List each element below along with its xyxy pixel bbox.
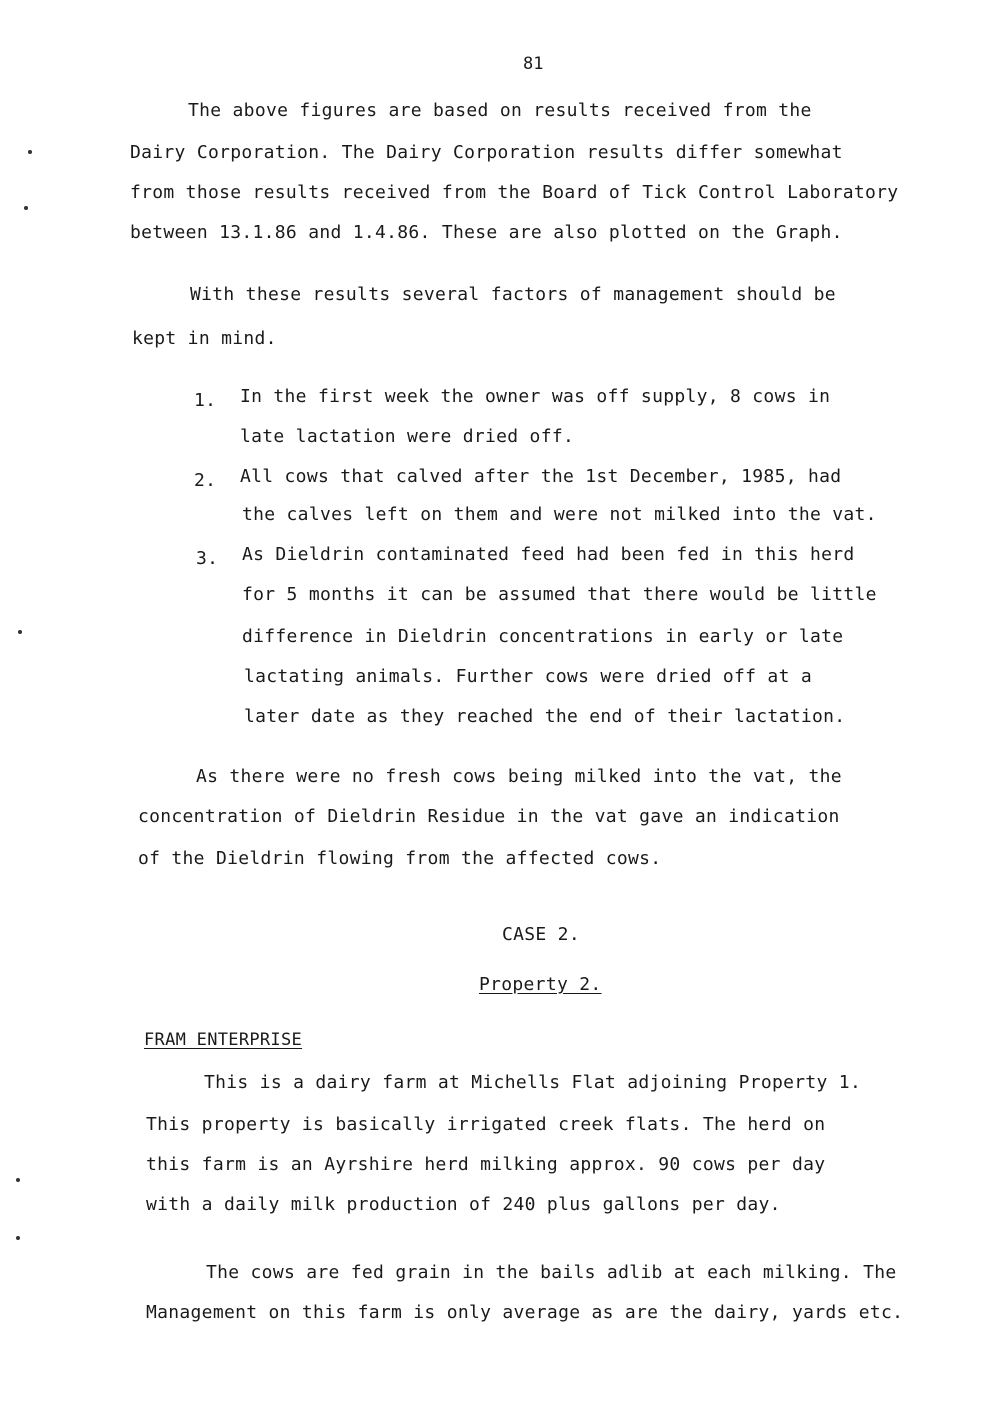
scan-speck xyxy=(28,150,32,154)
text-line: The above figures are based on results received from the xyxy=(188,100,812,121)
list-item-number: 3. xyxy=(196,548,219,569)
section-heading: FRAM ENTERPRISE xyxy=(144,1030,303,1050)
text-line: lactating animals. Further cows were dried off at a xyxy=(244,666,812,687)
scan-speck xyxy=(16,1178,20,1182)
property-heading: Property 2. xyxy=(479,974,602,995)
text-line: Dairy Corporation. The Dairy Corporation results differ somewhat xyxy=(130,142,843,163)
text-line: with a daily milk production of 240 plus gallons per day. xyxy=(146,1194,781,1215)
text-line: This property is basically irrigated creek flats. The herd on xyxy=(146,1114,826,1135)
text-line: In the first week the owner was off supply, 8 cows in xyxy=(240,386,831,407)
text-line: the calves left on them and were not milked into the vat. xyxy=(242,504,877,525)
text-line: With these results several factors of management should be xyxy=(190,284,836,305)
list-item-number: 1. xyxy=(194,390,217,411)
text-line: All cows that calved after the 1st December, 1985, had xyxy=(240,466,842,487)
text-line: of the Dieldrin flowing from the affected cows. xyxy=(138,848,662,869)
text-line: This is a dairy farm at Michells Flat adjoining Property 1. xyxy=(204,1072,862,1093)
text-line: this farm is an Ayrshire herd milking approx. 90 cows per day xyxy=(146,1154,826,1175)
text-line: kept in mind. xyxy=(132,328,277,349)
text-line: As there were no fresh cows being milked into the vat, the xyxy=(196,766,842,787)
list-item-number: 2. xyxy=(194,470,217,491)
text-line: difference in Dieldrin concentrations in early or late xyxy=(242,626,844,647)
text-line: As Dieldrin contaminated feed had been fed in this herd xyxy=(242,544,855,565)
text-line: concentration of Dieldrin Residue in the vat gave an indication xyxy=(138,806,840,827)
text-line: Management on this farm is only average as are the dairy, yards etc. xyxy=(146,1302,904,1323)
page-number: 81 xyxy=(523,54,544,74)
scan-speck xyxy=(18,630,22,634)
case-heading: CASE 2. xyxy=(502,924,580,945)
text-line: later date as they reached the end of their lactation. xyxy=(244,706,846,727)
text-line: for 5 months it can be assumed that there would be little xyxy=(242,584,877,605)
text-line: between 13.1.86 and 1.4.86. These are also plotted on the Graph. xyxy=(130,222,843,243)
text-line: late lactation were dried off. xyxy=(240,426,575,447)
text-line: from those results received from the Board of Tick Control Laboratory xyxy=(130,182,899,203)
scan-speck xyxy=(16,1236,20,1240)
scan-speck xyxy=(24,206,28,210)
text-line: The cows are fed grain in the bails adlib at each milking. The xyxy=(206,1262,897,1283)
